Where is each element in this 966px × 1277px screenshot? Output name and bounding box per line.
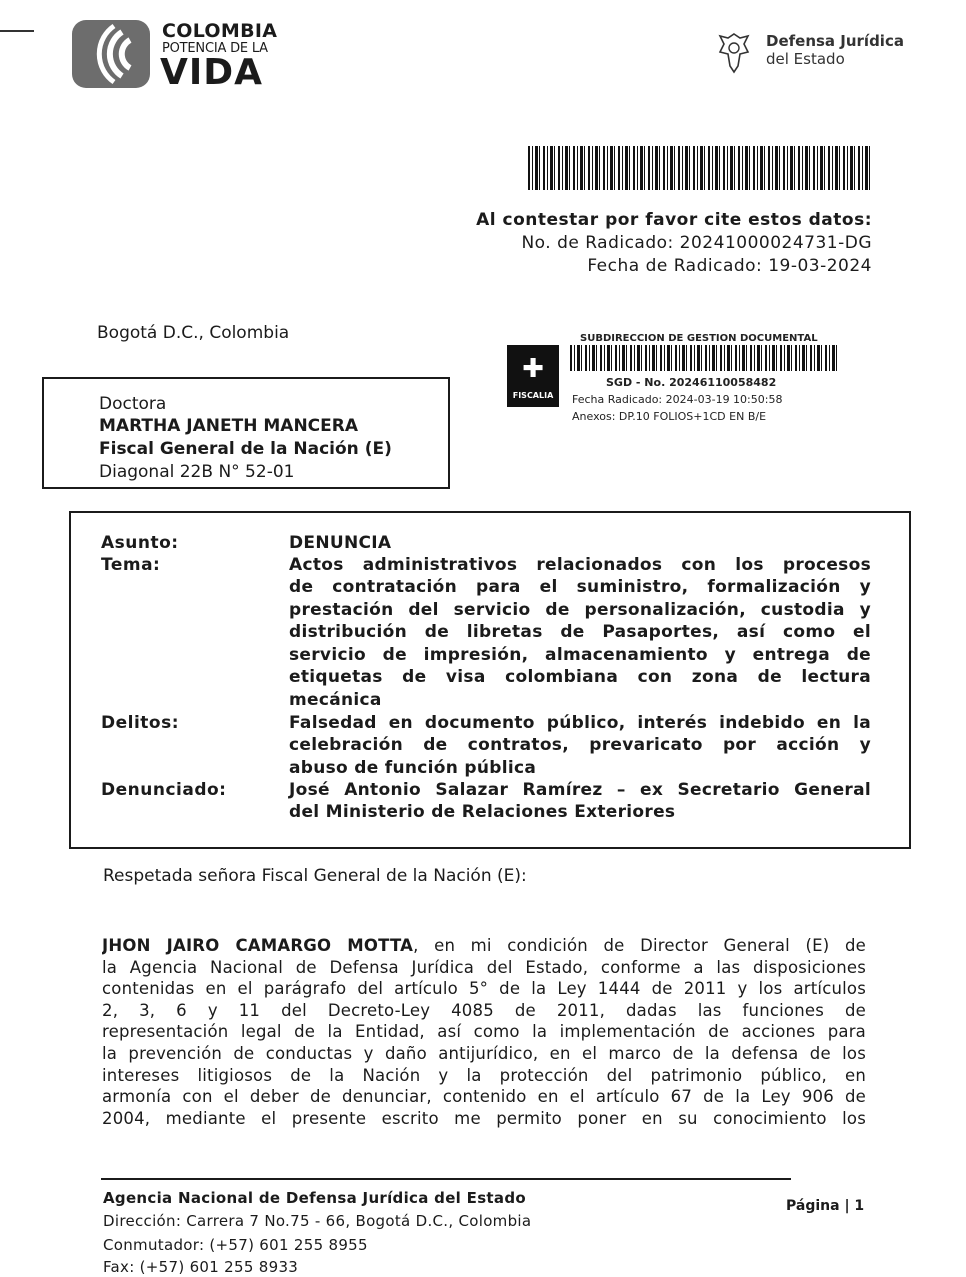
tema-line: etiquetas de visa colombiana con zona de lectura <box>289 667 871 687</box>
footer-agency: Agencia Nacional de Defensa Jurídica del Estado <box>103 1189 526 1207</box>
asunto-value: DENUNCIA <box>289 533 392 553</box>
footer-conmutador: Conmutador: (+57) 601 255 8955 <box>103 1236 368 1254</box>
tema-line: prestación del servicio de personalización, custodia y <box>289 600 871 620</box>
asunto-label: Asunto: <box>101 533 179 553</box>
denunciado-line: del Ministerio de Relaciones Exteriores <box>289 802 676 822</box>
body-line: armonía con el deber de denunciar, contenido en el artículo 67 de la Ley 906 de <box>102 1087 866 1107</box>
body-name: JHON JAIRO CAMARGO MOTTA <box>102 936 414 955</box>
tema-line: Actos administrativos relacionados con los procesos <box>289 555 871 575</box>
footer-fax: Fax: (+57) 601 255 8933 <box>103 1258 299 1276</box>
denunciado-label: Denunciado: <box>101 780 227 800</box>
footer-direccion: Dirección: Carrera 7 No.75 - 66, Bogotá D.C., Colombia <box>103 1212 532 1230</box>
tema-line: servicio de impresión, almacenamiento y entrega de <box>289 645 871 665</box>
body-line: contenidas en el parágrafo del artículo 5° de la Ley 1444 de 2011 y los artículos <box>102 979 866 999</box>
colombia-waves-icon <box>70 18 152 90</box>
footer-divider <box>101 1178 791 1180</box>
scan-mark <box>0 30 34 32</box>
tema-line: de contratación para el suministro, formalización y <box>289 577 871 597</box>
body-line: 2004, mediante el presente escrito me permito poner en su conocimiento los <box>102 1108 866 1128</box>
subject-box <box>69 511 911 849</box>
logo-line2: POTENCIA DE LA <box>162 41 268 56</box>
colombia-logo <box>70 18 280 92</box>
body-line: intereses litigiosos de la Nación y la protección del patrimonio público, en <box>102 1065 866 1085</box>
page-number: Página | 1 <box>786 1198 865 1214</box>
recipient-position: Fiscal General de la Nación (E) <box>99 439 392 459</box>
body-line: la prevención de conductas y daño antijurídico, en el marco de la defensa de los <box>102 1043 866 1063</box>
delitos-line: celebración de contratos, prevaricato por acción y <box>289 735 871 755</box>
recipient-title: Doctora <box>99 394 167 414</box>
defensa-juridica-logo <box>714 30 914 74</box>
tema-line: distribución de libretas de Pasaportes, así como el <box>289 622 871 642</box>
tema-line: mecánica <box>289 690 382 710</box>
stamp-anexos: Anexos: DP.10 FOLIOS+1CD EN B/E <box>572 410 767 423</box>
denunciado-line: José Antonio Salazar Ramírez – ex Secretario General <box>289 780 871 800</box>
stamp-barcode <box>570 345 838 371</box>
stamp-sgd: SGD - No. 20246110058482 <box>606 376 777 389</box>
coat-of-arms-icon <box>714 30 754 74</box>
fiscalia-logo <box>507 345 559 407</box>
logo-right-line1: Defensa Jurídica <box>766 32 904 50</box>
fiscalia-cross-icon: ✚ <box>522 354 544 384</box>
stamp-fecha: Fecha Radicado: 2024-03-19 10:50:58 <box>572 393 783 406</box>
delitos-line: Falsedad en documento público, interés indebido en la <box>289 713 871 733</box>
fiscalia-logo-text: FISCALIA <box>512 391 554 400</box>
recipient-name: MARTHA JANETH MANCERA <box>99 416 359 436</box>
body-line: representación legal de la Entidad, así como la implementación de acciones para <box>102 1022 866 1042</box>
delitos-line: abuso de función pública <box>289 758 537 778</box>
citation-fecha: Fecha de Radicado: 19-03-2024 <box>587 256 872 276</box>
body-line: 2, 3, 6 y 11 del Decreto-Ley 4085 de 2011, dadas las funciones de <box>102 1000 866 1020</box>
place: Bogotá D.C., Colombia <box>97 323 290 343</box>
greeting: Respetada señora Fiscal General de la Nación (E): <box>103 866 527 886</box>
citation-title: Al contestar por favor cite estos datos: <box>476 210 872 230</box>
body-paragraph <box>102 935 866 1129</box>
radicado-barcode <box>528 146 872 190</box>
citation-radicado: No. de Radicado: 20241000024731-DG <box>521 233 872 253</box>
body-line: la Agencia Nacional de Defensa Jurídica del Estado, conforme a las disposiciones <box>102 957 866 977</box>
body-line <box>102 935 866 957</box>
delitos-label: Delitos: <box>101 713 180 733</box>
logo-right-line2: del Estado <box>766 50 845 68</box>
recipient-box <box>42 377 450 489</box>
body-first-line: , en mi condición de Director General (E) de <box>413 936 866 955</box>
logo-line3: VIDA <box>160 52 263 93</box>
logo-line1: COLOMBIA <box>162 20 278 42</box>
stamp-header: SUBDIRECCION DE GESTION DOCUMENTAL <box>580 333 818 344</box>
recipient-address: Diagonal 22B N° 52-01 <box>99 462 295 482</box>
tema-label: Tema: <box>101 555 161 575</box>
